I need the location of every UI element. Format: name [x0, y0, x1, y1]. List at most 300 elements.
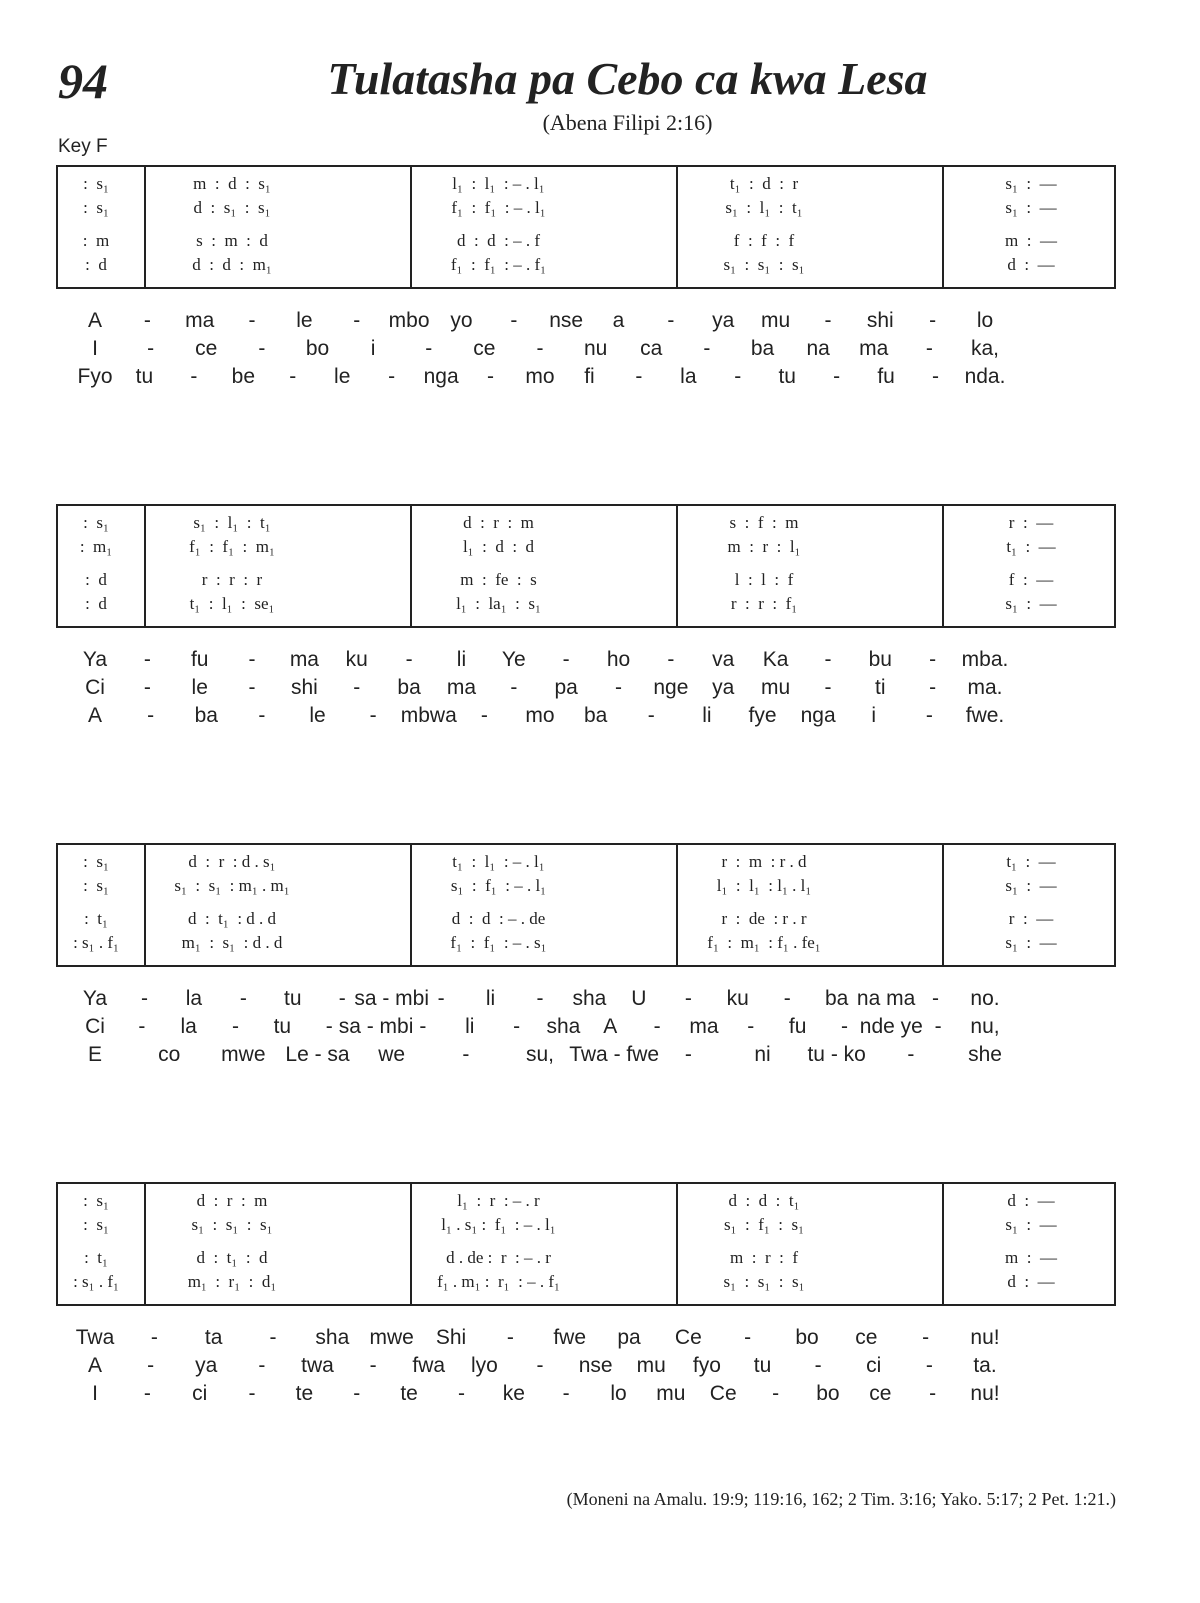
- solfa-measure: d : r : m: [196, 1191, 268, 1210]
- lyric-hyphen: -: [480, 704, 488, 727]
- lyric-syllable: li: [485, 987, 496, 1010]
- lyric-hyphen: -: [833, 365, 841, 388]
- solfa-measure: l₁ : r : – . r: [457, 1191, 540, 1210]
- lyric-syllable: nga: [800, 704, 836, 727]
- lyric-hyphen: -: [684, 987, 692, 1010]
- lyric-syllable: ni: [754, 1043, 771, 1066]
- music-system: [56, 504, 1116, 628]
- lyric-syllable: fwe.: [965, 704, 1005, 727]
- lyric-hyphen: -: [922, 1326, 930, 1349]
- lyric-syllable: mu: [636, 1354, 666, 1377]
- lyric-hyphen: -: [929, 1382, 937, 1405]
- lyric-syllable: fu: [788, 1015, 807, 1038]
- lyric-syllable: pa: [554, 676, 578, 699]
- lyric-hyphen: -: [232, 1015, 240, 1038]
- solfa-measure: l : l : f: [734, 570, 794, 589]
- lyric-line: [0, 1041, 1200, 1069]
- notation-row: [58, 197, 1114, 219]
- lyric-hyphen: -: [258, 1354, 266, 1377]
- lyric-hyphen: -: [814, 1354, 822, 1377]
- lyric-syllable: Twa: [75, 1326, 115, 1349]
- solfa-measure: r : r : f₁: [730, 594, 798, 613]
- lyric-hyphen: -: [635, 365, 643, 388]
- solfa-measure: s : f : m: [729, 513, 799, 532]
- lyric-syllable: ba: [194, 704, 218, 727]
- lyric-syllable: ma: [289, 648, 319, 671]
- lyric-syllable: na ma: [856, 987, 916, 1010]
- lyric-syllable: ta: [204, 1326, 223, 1349]
- solfa-measure: : s₁: [83, 174, 109, 193]
- notation-row: [58, 230, 1114, 252]
- lyric-syllable: fwe: [553, 1326, 586, 1349]
- lyric-hyphen: -: [258, 337, 266, 360]
- solfa-measure: s₁ : —: [1005, 1215, 1057, 1234]
- lyric-syllable: twa: [301, 1354, 334, 1377]
- lyric-hyphen: -: [824, 676, 832, 699]
- lyric-syllable: yo: [450, 309, 473, 332]
- lyric-syllable: fi: [584, 365, 595, 388]
- lyric-syllable: le: [334, 365, 351, 388]
- solfa-measure: : d: [85, 594, 107, 613]
- notation-row: [58, 1190, 1114, 1212]
- notation-row: [58, 851, 1114, 873]
- lyric-syllable: ba: [397, 676, 421, 699]
- lyric-hyphen: -: [147, 704, 155, 727]
- lyric-hyphen: -: [824, 648, 832, 671]
- lyric-syllable: pa: [617, 1326, 641, 1349]
- lyric-hyphen: -: [353, 676, 361, 699]
- lyric-syllable: nse: [549, 309, 584, 332]
- lyric-syllable: nge: [653, 676, 689, 699]
- lyric-hyphen: -: [824, 309, 832, 332]
- solfa-measure: s₁ : s₁ : s₁: [723, 255, 805, 274]
- solfa-measure: r : —: [1008, 909, 1054, 928]
- solfa-measure: s₁ : f₁ : s₁: [723, 1215, 805, 1234]
- lyric-hyphen: -: [487, 365, 495, 388]
- solfa-measure: f₁ : f₁ : – . l₁: [451, 198, 546, 217]
- solfa-measure: : d: [85, 255, 107, 274]
- notation-row: [58, 1271, 1114, 1293]
- lyric-hyphen: -: [536, 337, 544, 360]
- solfa-measure: s₁ : —: [1005, 594, 1057, 613]
- lyric-syllable: ma: [859, 337, 889, 360]
- lyric-hyphen: -: [934, 1015, 942, 1038]
- solfa-measure: : m: [82, 231, 110, 250]
- lyric-syllable: sa - mbi: [338, 1015, 414, 1038]
- lyric-syllable: Fyo: [77, 365, 113, 388]
- lyric-syllable: Twa - fwe: [569, 1043, 660, 1066]
- lyric-syllable: la: [680, 365, 697, 388]
- lyric-hyphen: -: [143, 648, 151, 671]
- solfa-measure: m : —: [1005, 231, 1057, 250]
- solfa-measure: s₁ : f₁ : – . l₁: [450, 876, 547, 895]
- lyric-syllable: bo: [305, 337, 330, 360]
- solfa-measure: : t₁: [84, 909, 108, 928]
- lyric-syllable: bu: [868, 648, 892, 671]
- music-system: [56, 1182, 1116, 1306]
- lyric-hyphen: -: [932, 365, 940, 388]
- lyric-syllable: ti: [875, 676, 886, 699]
- lyric-syllable: ce: [195, 337, 218, 360]
- lyric-syllable: la: [180, 1015, 197, 1038]
- lyric-syllable: fu: [190, 648, 209, 671]
- lyric-syllable: Le - sa: [285, 1043, 350, 1066]
- lyric-syllable: shi: [866, 309, 894, 332]
- lyric-hyphen: -: [388, 365, 396, 388]
- lyric-hyphen: -: [536, 1354, 544, 1377]
- lyric-hyphen: -: [513, 1015, 521, 1038]
- lyric-syllable: U: [631, 987, 647, 1010]
- lyric-syllable: lo: [610, 1382, 627, 1405]
- lyric-syllable: nga: [423, 365, 459, 388]
- lyric-syllable: sa - mbi: [354, 987, 429, 1010]
- lyric-hyphen: -: [783, 987, 791, 1010]
- lyric-syllable: ya: [712, 309, 735, 332]
- lyric-hyphen: -: [506, 1326, 514, 1349]
- lyric-syllable: we: [378, 1043, 406, 1066]
- lyric-hyphen: -: [929, 676, 937, 699]
- solfa-measure: s₁ : l₁ : t₁: [193, 513, 271, 532]
- lyric-hyphen: -: [325, 1015, 333, 1038]
- lyric-hyphen: -: [258, 704, 266, 727]
- lyric-syllable: lo: [976, 309, 994, 332]
- solfa-measure: r : r : r: [201, 570, 263, 589]
- notation-row: [58, 1214, 1114, 1236]
- lyric-syllable: ce: [869, 1382, 892, 1405]
- lyric-syllable: A: [87, 309, 103, 332]
- lyric-syllable: mo: [525, 365, 555, 388]
- lyric-syllable: Ye: [501, 648, 526, 671]
- solfa-measure: s : m : d: [196, 231, 268, 250]
- lyric-syllable: shi: [290, 676, 318, 699]
- lyric-hyphen: -: [684, 1043, 692, 1066]
- lyric-syllable: she: [968, 1043, 1002, 1066]
- lyric-syllable: tu: [135, 365, 154, 388]
- lyric-syllable: Ci: [85, 1015, 105, 1038]
- lyric-hyphen: -: [510, 309, 518, 332]
- lyric-hyphen: -: [703, 337, 711, 360]
- lyric-hyphen: -: [269, 1326, 277, 1349]
- solfa-measure: : s₁: [83, 1191, 109, 1210]
- notation-row: [58, 536, 1114, 558]
- lyric-line: [0, 1380, 1200, 1408]
- lyric-syllable: mu: [656, 1382, 686, 1405]
- solfa-measure: s₁ : —: [1005, 933, 1057, 952]
- lyric-line: [0, 702, 1200, 730]
- solfa-measure: t₁ : l₁ : se₁: [189, 594, 275, 613]
- lyric-syllable: le: [309, 704, 326, 727]
- lyric-syllable: Ce: [674, 1326, 702, 1349]
- solfa-measure: : d: [85, 570, 107, 589]
- lyric-syllable: mu: [760, 676, 791, 699]
- lyric-hyphen: -: [510, 676, 518, 699]
- lyric-syllable: mbwa: [400, 704, 457, 727]
- solfa-measure: t₁ : l₁ : – . l₁: [452, 852, 545, 871]
- solfa-measure: s₁ : s₁ : s₁: [191, 1215, 273, 1234]
- notation-row: [58, 173, 1114, 195]
- lyric-syllable: mu: [760, 309, 791, 332]
- lyric-syllable: mbo: [388, 309, 430, 332]
- solfa-measure: s₁ : l₁ : t₁: [725, 198, 803, 217]
- lyric-syllable: A: [87, 1354, 103, 1377]
- lyric-syllable: ma: [185, 309, 215, 332]
- lyric-hyphen: -: [239, 987, 247, 1010]
- lyric-syllable: a: [612, 309, 625, 332]
- lyric-hyphen: -: [143, 309, 151, 332]
- lyric-hyphen: -: [147, 1354, 155, 1377]
- solfa-measure: l₁ : d : d: [462, 537, 535, 556]
- lyric-hyphen: -: [353, 1382, 361, 1405]
- solfa-measure: m : r : f: [730, 1248, 798, 1267]
- notation-row: [58, 932, 1114, 954]
- solfa-measure: m₁ : s₁ : d . d: [181, 933, 283, 952]
- lyric-hyphen: -: [147, 337, 155, 360]
- lyric-syllable: tu - ko: [807, 1043, 866, 1066]
- lyric-syllable: ka,: [970, 337, 1000, 360]
- lyric-hyphen: -: [562, 648, 570, 671]
- solfa-measure: f₁ : f₁ : m₁: [189, 537, 275, 556]
- lyric-syllable: mba.: [961, 648, 1009, 671]
- lyric-syllable: le: [191, 676, 208, 699]
- solfa-measure: s₁ : —: [1005, 174, 1057, 193]
- lyric-syllable: na: [806, 337, 830, 360]
- solfa-measure: f₁ . m₁ : r₁ : – . f₁: [437, 1272, 560, 1291]
- lyric-hyphen: -: [425, 337, 433, 360]
- lyric-hyphen: -: [734, 365, 742, 388]
- solfa-measure: : s₁: [83, 1215, 109, 1234]
- song-number: 94: [58, 53, 108, 109]
- lyric-syllable: te: [400, 1382, 418, 1405]
- lyric-hyphen: -: [562, 1382, 570, 1405]
- lyric-hyphen: -: [667, 309, 675, 332]
- lyric-syllable: la: [185, 987, 203, 1010]
- lyric-hyphen: -: [457, 1382, 465, 1405]
- solfa-measure: d : r : d . s₁: [188, 852, 276, 871]
- lyric-syllable: ke: [502, 1382, 525, 1405]
- notation-row: [58, 908, 1114, 930]
- lyric-hyphen: -: [747, 1015, 755, 1038]
- footer-references: (Moneni na Amalu. 19:9; 119:16, 162; 2 Tim. 3:16; Yako. 5:17; 2 Pet. 1:21.): [566, 1489, 1116, 1509]
- lyric-syllable: A: [603, 1015, 618, 1038]
- lyric-hyphen: -: [138, 1015, 146, 1038]
- lyric-hyphen: -: [772, 1382, 780, 1405]
- lyric-syllable: mwe: [369, 1326, 414, 1349]
- lyric-hyphen: -: [667, 648, 675, 671]
- solfa-measure: m : r : l₁: [727, 537, 801, 556]
- solfa-measure: l₁ : l₁ : – . l₁: [452, 174, 545, 193]
- lyric-syllable: ca: [640, 337, 663, 360]
- solfa-measure: d : d : m₁: [192, 255, 272, 274]
- lyric-line: [0, 363, 1200, 391]
- lyric-hyphen: -: [840, 1015, 848, 1038]
- notation-row: [58, 254, 1114, 276]
- lyric-hyphen: -: [190, 365, 198, 388]
- lyric-syllable: ma: [446, 676, 477, 699]
- solfa-measure: l₁ : la₁ : s₁: [456, 594, 541, 613]
- lyric-syllable: fwa: [412, 1354, 446, 1377]
- solfa-measure: d : s₁ : s₁: [193, 198, 271, 217]
- lyric-syllable: ba: [583, 704, 608, 727]
- solfa-measure: l₁ . s₁ : f₁ : – . l₁: [441, 1215, 556, 1234]
- notation-row: [58, 593, 1114, 615]
- lyric-syllable: ce: [855, 1326, 878, 1349]
- key-signature: Key F: [58, 136, 108, 157]
- lyric-syllable: tu: [273, 1015, 292, 1038]
- lyric-syllable: li: [465, 1015, 475, 1038]
- notation-row: [58, 569, 1114, 591]
- lyric-syllable: i: [370, 337, 376, 360]
- solfa-measure: f₁ : f₁ : – . f₁: [450, 255, 547, 274]
- lyric-syllable: nu: [583, 337, 608, 360]
- music-system: [56, 843, 1116, 967]
- lyric-syllable: Ya: [82, 987, 108, 1010]
- lyric-syllable: su,: [525, 1043, 555, 1066]
- lyric-syllable: bo: [816, 1382, 840, 1405]
- lyric-hyphen: -: [462, 1043, 470, 1066]
- lyric-hyphen: -: [419, 1015, 427, 1038]
- lyric-hyphen: -: [925, 337, 933, 360]
- lyric-syllable: le: [296, 309, 313, 332]
- lyric-syllable: be: [231, 365, 256, 388]
- song-title: Tulatasha pa Cebo ca kwa Lesa: [327, 53, 928, 104]
- lyric-hyphen: -: [248, 309, 256, 332]
- solfa-measure: m : —: [1005, 1248, 1057, 1267]
- lyric-hyphen: -: [929, 309, 937, 332]
- solfa-measure: d : d : – . de: [451, 909, 546, 928]
- notation-row: [58, 875, 1114, 897]
- solfa-measure: r : de : r . r: [721, 909, 807, 928]
- lyric-syllable: Shi: [435, 1326, 467, 1349]
- lyric-syllable: no.: [970, 987, 1000, 1010]
- lyric-hyphen: -: [405, 648, 413, 671]
- solfa-measure: d : d : t₁: [728, 1191, 800, 1210]
- solfa-measure: s₁ : —: [1005, 876, 1057, 895]
- lyric-line: [0, 646, 1200, 674]
- lyric-hyphen: -: [248, 676, 256, 699]
- lyric-syllable: A: [87, 704, 103, 727]
- lyric-syllable: nde ye: [859, 1015, 923, 1038]
- lyric-syllable: fye: [748, 704, 777, 727]
- lyric-hyphen: -: [140, 987, 148, 1010]
- lyric-syllable: li: [456, 648, 467, 671]
- lyric-syllable: tu: [753, 1354, 772, 1377]
- solfa-measure: r : m : r . d: [721, 852, 807, 871]
- lyric-syllable: nu!: [970, 1326, 1000, 1349]
- lyric-line: [0, 674, 1200, 702]
- lyric-syllable: I: [92, 337, 98, 360]
- solfa-measure: : s₁: [83, 852, 109, 871]
- solfa-measure: d : —: [1007, 1272, 1055, 1291]
- lyric-syllable: nu!: [970, 1382, 1000, 1405]
- lyric-line: [0, 985, 1200, 1013]
- lyric-hyphen: -: [143, 676, 151, 699]
- solfa-measure: t₁ : —: [1006, 852, 1056, 871]
- lyric-syllable: fu: [877, 365, 895, 388]
- lyric-syllable: lyo: [470, 1354, 498, 1377]
- lyric-hyphen: -: [338, 987, 346, 1010]
- solfa-measure: f₁ : f₁ : – . s₁: [450, 933, 547, 952]
- lyric-syllable: Ya: [82, 648, 108, 671]
- lyric-hyphen: -: [143, 1382, 151, 1405]
- solfa-measure: d : d : – . f: [456, 231, 541, 250]
- solfa-measure: : t₁: [84, 1248, 108, 1267]
- lyric-syllable: Ce: [709, 1382, 737, 1405]
- lyric-hyphen: -: [907, 1043, 915, 1066]
- solfa-measure: d : —: [1007, 255, 1055, 274]
- lyric-line: [0, 1352, 1200, 1380]
- lyric-syllable: co: [158, 1043, 181, 1066]
- lyric-hyphen: -: [925, 1354, 933, 1377]
- solfa-measure: r : —: [1008, 513, 1054, 532]
- lyric-syllable: fyo: [692, 1354, 721, 1377]
- lyric-hyphen: -: [536, 987, 544, 1010]
- lyric-syllable: tu: [778, 365, 796, 388]
- lyric-syllable: ta.: [973, 1354, 997, 1377]
- lyric-syllable: ma: [689, 1015, 719, 1038]
- lyric-syllable: ba: [750, 337, 775, 360]
- solfa-measure: t₁ : d : r: [729, 174, 799, 193]
- notation-row: [58, 1247, 1114, 1269]
- lyric-syllable: bo: [795, 1326, 819, 1349]
- lyric-hyphen: -: [653, 1015, 661, 1038]
- solfa-measure: : s₁: [83, 198, 109, 217]
- notation-row: [58, 512, 1114, 534]
- solfa-measure: s₁ : s₁ : m₁ . m₁: [174, 876, 290, 895]
- scripture-reference: (Abena Filipi 2:16): [542, 110, 713, 135]
- lyric-syllable: nse: [578, 1354, 613, 1377]
- solfa-measure: m : d : s₁: [193, 174, 271, 193]
- lyric-hyphen: -: [248, 1382, 256, 1405]
- lyric-syllable: nda.: [964, 365, 1006, 388]
- solfa-measure: : s₁: [83, 876, 109, 895]
- lyric-hyphen: -: [353, 309, 361, 332]
- lyric-hyphen: -: [369, 1354, 377, 1377]
- lyric-syllable: ma.: [967, 676, 1003, 699]
- lyric-hyphen: -: [929, 648, 937, 671]
- lyric-syllable: ku: [345, 648, 368, 671]
- lyric-syllable: I: [92, 1382, 98, 1405]
- solfa-measure: d . de : r : – . r: [446, 1248, 551, 1267]
- lyric-hyphen: -: [744, 1326, 752, 1349]
- lyric-syllable: Ci: [85, 676, 105, 699]
- solfa-measure: : s₁ . f₁: [73, 1272, 119, 1291]
- lyric-syllable: ya: [195, 1354, 218, 1377]
- lyric-line: [0, 1324, 1200, 1352]
- lyric-syllable: tu: [284, 987, 302, 1010]
- solfa-measure: s₁ : s₁ : s₁: [723, 1272, 805, 1291]
- solfa-measure: t₁ : —: [1006, 537, 1056, 556]
- lyric-syllable: li: [702, 704, 712, 727]
- lyric-syllable: ya: [712, 676, 735, 699]
- lyric-syllable: sha: [572, 987, 607, 1010]
- lyric-syllable: ku: [726, 987, 749, 1010]
- lyric-hyphen: -: [150, 1326, 158, 1349]
- solfa-measure: m : fe : s: [460, 570, 537, 589]
- lyric-hyphen: -: [289, 365, 297, 388]
- solfa-measure: f₁ : m₁ : f₁ . fe₁: [707, 933, 821, 952]
- lyric-syllable: ho: [606, 648, 631, 671]
- lyric-line: [0, 1013, 1200, 1041]
- lyric-hyphen: -: [369, 704, 377, 727]
- lyric-syllable: sha: [315, 1326, 350, 1349]
- lyric-syllable: ba: [824, 987, 849, 1010]
- lyric-syllable: ci: [192, 1382, 208, 1405]
- lyric-syllable: ce: [473, 337, 496, 360]
- solfa-measure: : s₁ . f₁: [73, 933, 119, 952]
- lyric-hyphen: -: [925, 704, 933, 727]
- lyric-hyphen: -: [615, 676, 623, 699]
- lyric-syllable: va: [712, 648, 735, 671]
